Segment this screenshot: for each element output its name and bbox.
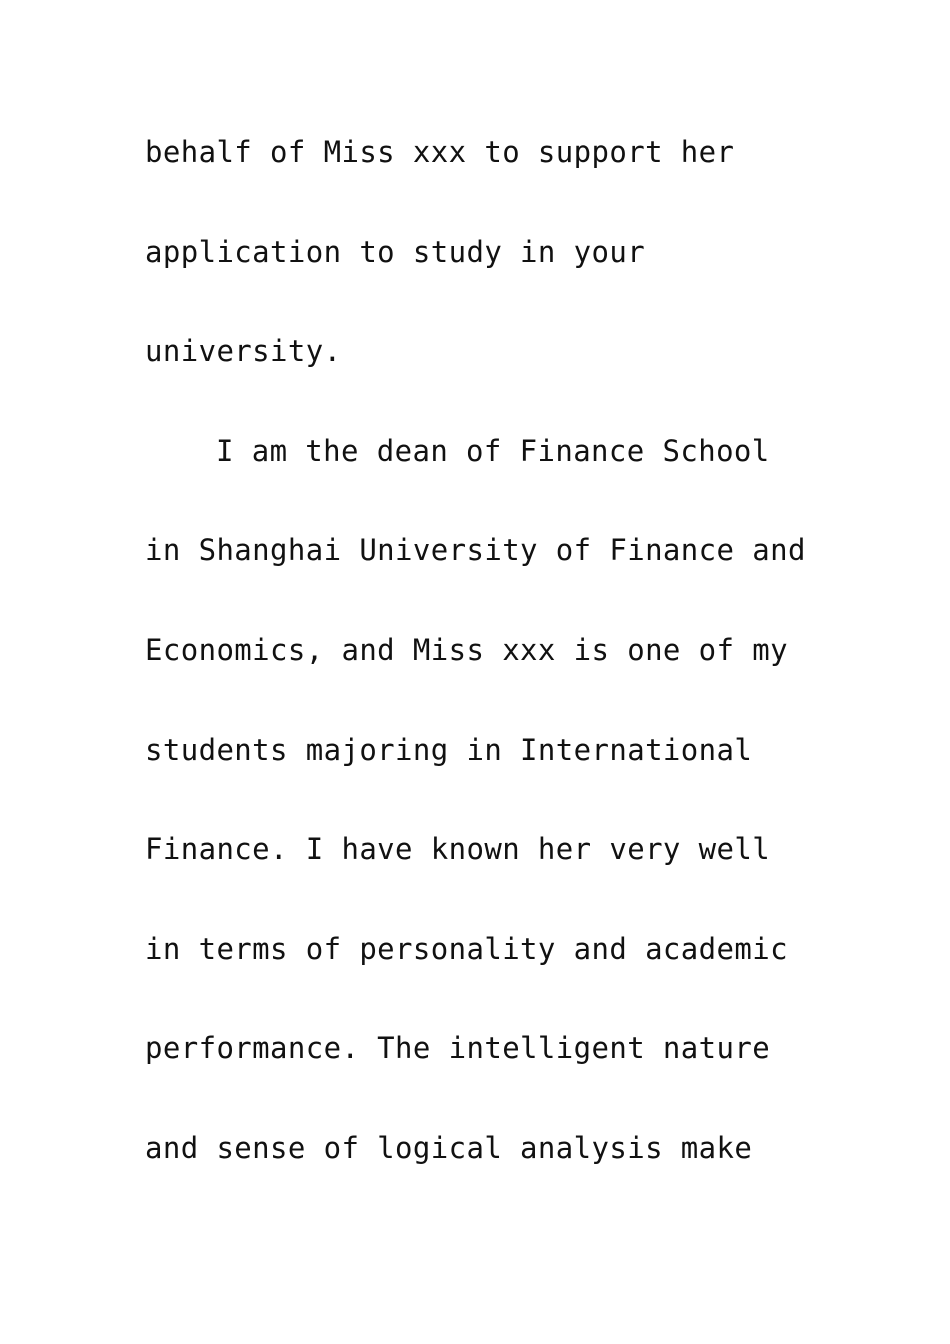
text-line: behalf of Miss xxx to support her xyxy=(145,135,735,169)
text-line: university. xyxy=(145,334,342,369)
letter-body xyxy=(145,129,845,1225)
text-line: application to study in your xyxy=(145,234,646,269)
text-line: in terms of personality and academic xyxy=(145,931,788,966)
paragraph-start-line: I am the dean of Finance School xyxy=(216,433,770,468)
text-line: Finance. I have known her very well xyxy=(145,832,771,867)
text-line: Economics, and Miss xxx is one of my xyxy=(145,632,788,667)
text-line: performance. The intelligent nature xyxy=(145,1031,771,1066)
text-line: in Shanghai University of Finance and xyxy=(145,533,806,568)
text-line: and sense of logical analysis make xyxy=(145,1130,753,1165)
text-line: students majoring in International xyxy=(145,732,753,767)
